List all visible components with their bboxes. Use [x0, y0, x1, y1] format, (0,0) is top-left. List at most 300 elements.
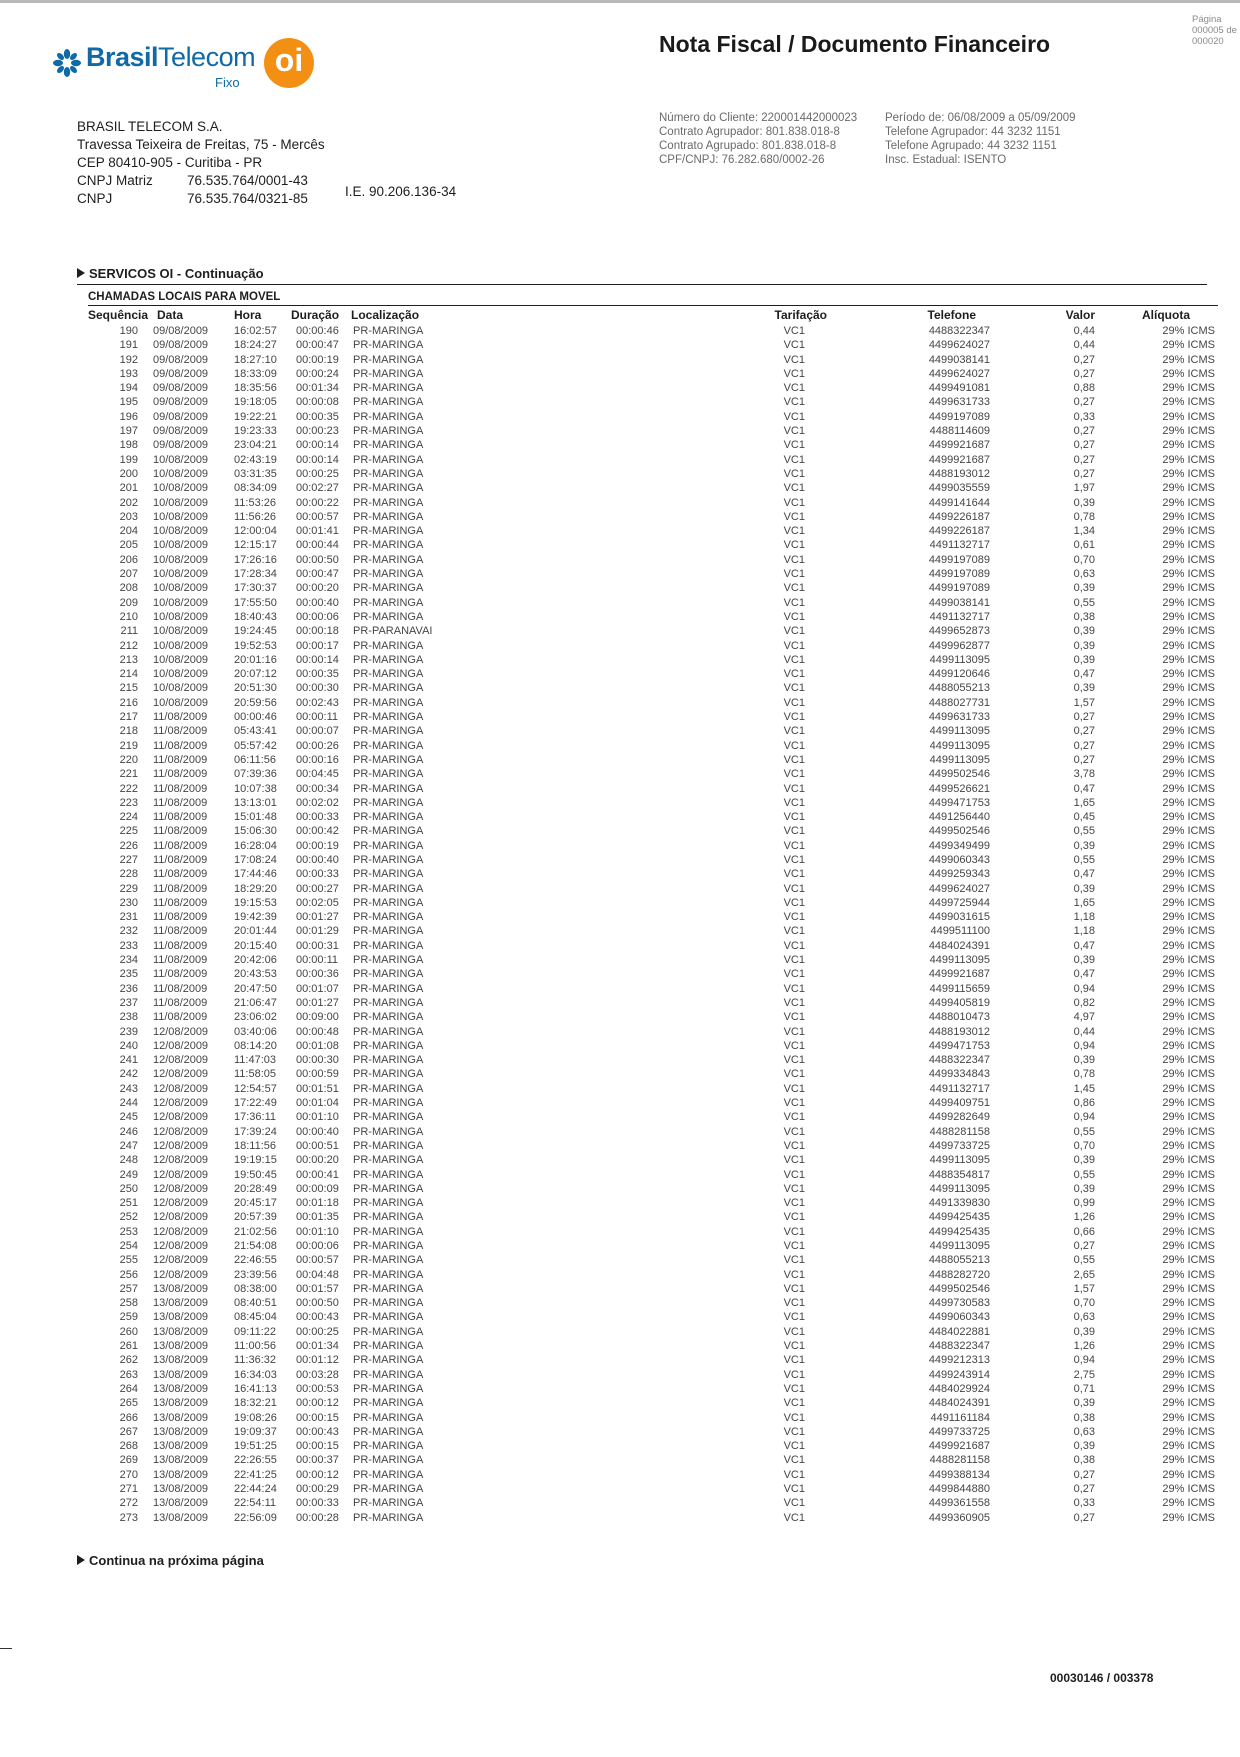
- row-seq: 199: [119, 453, 138, 466]
- row-duration: 00:00:12: [296, 1397, 339, 1410]
- row-tariff: VC1: [783, 425, 805, 438]
- row-aliquota: 29% ICMS: [1162, 996, 1215, 1009]
- row-seq: 257: [119, 1282, 138, 1295]
- row-time: 19:50:45: [234, 1168, 277, 1181]
- row-duration: 00:00:43: [296, 1425, 339, 1438]
- row-date: 12/08/2009: [153, 1197, 209, 1210]
- table-row: [0, 1082, 1240, 1096]
- row-phone: 4499631733: [928, 711, 990, 724]
- row-phone: 4488055213: [928, 1254, 990, 1267]
- row-location: PR-MARINGA: [353, 1068, 424, 1081]
- row-time: 07:39:36: [234, 768, 277, 781]
- row-duration: 00:00:16: [296, 753, 339, 766]
- row-location: PR-MARINGA: [353, 911, 424, 924]
- row-duration: 00:00:51: [296, 1139, 339, 1152]
- row-value: 0,94: [1073, 1039, 1095, 1052]
- table-row: [0, 953, 1240, 967]
- row-value: 1,18: [1073, 911, 1095, 924]
- row-location: PR-MARINGA: [353, 968, 424, 981]
- row-location: PR-MARINGA: [353, 1325, 424, 1338]
- row-value: 1,34: [1073, 525, 1095, 538]
- row-time: 11:36:32: [234, 1354, 277, 1367]
- row-seq: 202: [119, 496, 138, 509]
- row-phone: 4499733725: [928, 1139, 990, 1152]
- row-aliquota: 29% ICMS: [1162, 1097, 1215, 1110]
- row-value: 0,27: [1073, 1483, 1095, 1496]
- row-duration: 00:00:24: [296, 367, 339, 380]
- row-phone: 4499624027: [928, 882, 990, 895]
- scan-top-border: [0, 0, 1240, 3]
- row-tariff: VC1: [783, 1240, 805, 1252]
- row-value: 0,39: [1073, 882, 1095, 895]
- row-duration: 00:01:10: [296, 1111, 339, 1124]
- row-value: 0,39: [1073, 639, 1095, 652]
- row-seq: 270: [119, 1468, 138, 1481]
- row-date: 12/08/2009: [153, 1211, 209, 1224]
- row-value: 0,39: [1073, 496, 1095, 509]
- table-row: [0, 1039, 1240, 1053]
- row-duration: 00:00:20: [296, 1154, 339, 1167]
- row-location: PR-MARINGA: [353, 1168, 424, 1181]
- row-aliquota: 29% ICMS: [1162, 925, 1215, 938]
- row-location: PR-MARINGA: [353, 1268, 424, 1281]
- table-row: [0, 1025, 1240, 1039]
- row-time: 11:47:03: [234, 1054, 277, 1067]
- row-value: 0,78: [1073, 1068, 1095, 1081]
- row-time: 05:57:42: [234, 739, 277, 752]
- row-time: 20:28:49: [234, 1182, 277, 1195]
- row-location: PR-MARINGA: [353, 1454, 424, 1467]
- row-phone: 4488354817: [928, 1168, 990, 1181]
- row-date: 12/08/2009: [153, 1154, 209, 1167]
- row-location: PR-MARINGA: [353, 925, 424, 938]
- row-value: 0,27: [1073, 711, 1095, 724]
- row-date: 13/08/2009: [153, 1325, 209, 1338]
- row-tariff: VC1: [783, 339, 805, 352]
- row-aliquota: 29% ICMS: [1162, 1311, 1215, 1324]
- group-divider: [88, 305, 1218, 306]
- row-duration: 00:01:27: [296, 911, 339, 924]
- table-row: [0, 1168, 1240, 1182]
- row-date: 11/08/2009: [153, 982, 208, 995]
- row-aliquota: 29% ICMS: [1162, 911, 1215, 924]
- table-row: [0, 338, 1240, 352]
- row-date: 13/08/2009: [153, 1483, 209, 1496]
- col-phone: Telefone: [927, 308, 976, 322]
- row-seq: 241: [119, 1054, 138, 1067]
- row-location: PR-MARINGA: [353, 1097, 424, 1110]
- company-ie: I.E. 90.206.136-34: [345, 184, 457, 199]
- row-location: PR-MARINGA: [353, 396, 424, 409]
- row-tariff: VC1: [783, 1225, 805, 1238]
- table-row: [0, 1396, 1240, 1410]
- row-seq: 242: [119, 1068, 138, 1081]
- table-row: [0, 810, 1240, 824]
- table-row: [0, 1010, 1240, 1024]
- row-value: 0,70: [1073, 1297, 1095, 1310]
- row-aliquota: 29% ICMS: [1162, 1082, 1215, 1095]
- row-seq: 264: [119, 1382, 138, 1395]
- row-duration: 00:01:08: [296, 1039, 339, 1052]
- row-aliquota: 29% ICMS: [1162, 653, 1215, 666]
- row-time: 20:59:56: [234, 696, 277, 709]
- table-row: [0, 924, 1240, 938]
- row-seq: 273: [119, 1511, 138, 1524]
- row-aliquota: 29% ICMS: [1162, 982, 1215, 995]
- row-phone: 4499038141: [928, 353, 990, 366]
- row-duration: 00:00:06: [296, 610, 339, 623]
- row-date: 12/08/2009: [153, 1025, 209, 1038]
- row-time: 22:26:55: [234, 1454, 277, 1467]
- table-row: [0, 524, 1240, 538]
- row-location: PR-MARINGA: [353, 982, 424, 995]
- row-date: 13/08/2009: [153, 1354, 209, 1367]
- table-row: [0, 1139, 1240, 1153]
- row-tariff: VC1: [783, 796, 805, 809]
- row-location: PR-MARINGA: [353, 1483, 424, 1496]
- row-location: PR-MARINGA: [353, 1139, 424, 1152]
- col-tariff: Tarifação: [774, 308, 827, 322]
- row-phone: 4499405819: [928, 996, 990, 1009]
- row-tariff: VC1: [783, 1382, 805, 1395]
- row-phone: 4499844880: [928, 1483, 990, 1496]
- row-phone: 4499388134: [928, 1468, 990, 1481]
- row-phone: 4488322347: [928, 1054, 990, 1067]
- row-aliquota: 29% ICMS: [1162, 954, 1215, 967]
- row-aliquota: 29% ICMS: [1162, 1211, 1215, 1224]
- row-date: 11/08/2009: [153, 825, 208, 838]
- contract-agrupador: Contrato Agrupador: 801.838.018-8: [659, 126, 840, 138]
- row-date: 12/08/2009: [153, 1254, 209, 1267]
- row-time: 20:47:50: [234, 982, 277, 995]
- row-value: 0,55: [1073, 825, 1095, 838]
- table-row: [0, 496, 1240, 510]
- row-location: PR-MARINGA: [353, 1054, 424, 1067]
- row-seq: 244: [119, 1097, 138, 1110]
- row-location: PR-MARINGA: [353, 868, 424, 881]
- row-location: PR-MARINGA: [353, 839, 424, 852]
- table-row: [0, 982, 1240, 996]
- row-duration: 00:00:14: [296, 439, 339, 452]
- row-tariff: VC1: [783, 1168, 805, 1181]
- row-time: 23:39:56: [234, 1268, 277, 1281]
- table-row: [0, 1153, 1240, 1167]
- row-aliquota: 29% ICMS: [1162, 610, 1215, 623]
- row-location: PR-MARINGA: [353, 1440, 424, 1453]
- table-row: [0, 1453, 1240, 1467]
- row-duration: 00:01:07: [296, 982, 339, 995]
- document-title: Nota Fiscal / Documento Financeiro: [659, 31, 1051, 57]
- row-phone: 4499115659: [929, 982, 990, 995]
- row-value: 0,82: [1073, 996, 1095, 1009]
- table-row: [0, 581, 1240, 595]
- row-location: PR-PARANAVAI: [353, 625, 433, 638]
- table-row: [0, 1310, 1240, 1324]
- row-seq: 212: [119, 639, 138, 652]
- row-aliquota: 29% ICMS: [1162, 1397, 1215, 1410]
- col-aliquota: Alíquota: [1142, 308, 1190, 322]
- row-date: 12/08/2009: [153, 1182, 209, 1195]
- row-aliquota: 29% ICMS: [1162, 853, 1215, 866]
- row-duration: 00:00:53: [296, 1382, 339, 1395]
- row-seq: 201: [119, 482, 138, 495]
- row-duration: 00:00:17: [296, 639, 339, 652]
- row-seq: 252: [119, 1211, 138, 1224]
- row-date: 09/08/2009: [153, 325, 209, 337]
- row-tariff: VC1: [783, 653, 805, 666]
- row-location: PR-MARINGA: [353, 582, 424, 595]
- row-time: 08:40:51: [234, 1297, 277, 1310]
- calls-table-body: [0, 324, 1240, 1525]
- row-value: 0,63: [1073, 568, 1095, 581]
- row-value: 0,94: [1073, 1111, 1095, 1124]
- row-time: 15:06:30: [234, 825, 277, 838]
- row-duration: 00:00:42: [296, 825, 339, 838]
- row-seq: 268: [119, 1440, 138, 1453]
- row-time: 11:56:26: [234, 510, 277, 523]
- row-tariff: VC1: [783, 968, 805, 981]
- row-location: PR-MARINGA: [353, 954, 424, 967]
- row-location: PR-MARINGA: [353, 1354, 424, 1367]
- row-phone: 4499502546: [928, 825, 990, 838]
- row-aliquota: 29% ICMS: [1162, 1425, 1215, 1438]
- table-row: [0, 1425, 1240, 1439]
- row-value: 1,57: [1073, 696, 1095, 709]
- row-duration: 00:01:04: [296, 1097, 339, 1110]
- row-aliquota: 29% ICMS: [1162, 811, 1215, 824]
- row-seq: 192: [119, 353, 138, 366]
- row-tariff: VC1: [783, 1425, 805, 1438]
- row-tariff: VC1: [783, 1025, 805, 1038]
- table-row: [0, 1468, 1240, 1482]
- row-seq: 232: [119, 925, 138, 938]
- table-row: [0, 1125, 1240, 1139]
- row-tariff: VC1: [783, 1082, 805, 1095]
- row-tariff: VC1: [783, 1254, 805, 1267]
- table-row: [0, 553, 1240, 567]
- row-seq: 266: [119, 1411, 138, 1424]
- row-date: 10/08/2009: [153, 467, 209, 480]
- row-tariff: VC1: [783, 1497, 805, 1510]
- row-aliquota: 29% ICMS: [1162, 739, 1215, 752]
- row-phone: 4499038141: [928, 596, 990, 609]
- row-phone: 4499113095: [929, 1240, 990, 1252]
- row-value: 0,66: [1073, 1225, 1095, 1238]
- row-aliquota: 29% ICMS: [1162, 1025, 1215, 1038]
- row-tariff: VC1: [783, 711, 805, 724]
- row-location: PR-MARINGA: [353, 382, 424, 395]
- row-seq: 229: [119, 882, 138, 895]
- row-date: 12/08/2009: [153, 1240, 209, 1252]
- row-aliquota: 29% ICMS: [1162, 839, 1215, 852]
- row-phone: 4499243914: [928, 1368, 990, 1381]
- row-tariff: VC1: [783, 768, 805, 781]
- row-duration: 00:00:35: [296, 410, 339, 423]
- row-time: 21:02:56: [234, 1225, 277, 1238]
- row-duration: 00:00:57: [296, 510, 339, 523]
- row-value: 0,39: [1073, 1325, 1095, 1338]
- row-location: PR-MARINGA: [353, 482, 424, 495]
- row-seq: 226: [119, 839, 138, 852]
- row-phone: 4499259343: [928, 868, 990, 881]
- table-row: [0, 824, 1240, 838]
- table-row: [0, 1067, 1240, 1081]
- row-seq: 236: [119, 982, 138, 995]
- table-row: [0, 1182, 1240, 1196]
- row-phone: 4499031615: [928, 911, 990, 924]
- row-seq: 214: [119, 668, 138, 681]
- row-value: 0,27: [1073, 396, 1095, 409]
- row-time: 20:45:17: [234, 1197, 277, 1210]
- row-duration: 00:00:59: [296, 1068, 339, 1081]
- row-date: 13/08/2009: [153, 1411, 209, 1424]
- client-cnpj: CPF/CNPJ: 76.282.680/0002-26: [659, 154, 825, 166]
- row-date: 13/08/2009: [153, 1468, 209, 1481]
- row-tariff: VC1: [783, 510, 805, 523]
- row-seq: 193: [119, 367, 138, 380]
- row-tariff: VC1: [783, 853, 805, 866]
- row-duration: 00:04:48: [296, 1268, 339, 1281]
- row-duration: 00:00:41: [296, 1168, 339, 1181]
- row-tariff: VC1: [783, 1354, 805, 1367]
- row-duration: 00:00:43: [296, 1311, 339, 1324]
- section-divider: [77, 284, 1207, 285]
- state-registration: Insc. Estadual: ISENTO: [885, 154, 1007, 166]
- table-row: [0, 424, 1240, 438]
- row-date: 10/08/2009: [153, 668, 209, 681]
- row-date: 10/08/2009: [153, 453, 209, 466]
- row-date: 13/08/2009: [153, 1454, 209, 1467]
- row-tariff: VC1: [783, 1297, 805, 1310]
- row-seq: 225: [119, 825, 138, 838]
- row-phone: 4499197089: [928, 568, 990, 581]
- col-location: Localização: [351, 308, 420, 322]
- row-duration: 00:03:28: [296, 1368, 339, 1381]
- row-duration: 00:00:14: [296, 453, 339, 466]
- row-seq: 219: [119, 739, 138, 752]
- row-seq: 196: [119, 410, 138, 423]
- row-tariff: VC1: [783, 1154, 805, 1167]
- row-time: 19:52:53: [234, 639, 277, 652]
- row-tariff: VC1: [783, 682, 805, 695]
- row-phone: 4488114609: [929, 425, 990, 438]
- row-phone: 4488193012: [928, 467, 990, 480]
- row-aliquota: 29% ICMS: [1162, 939, 1215, 952]
- row-phone: 4499511100: [930, 925, 990, 938]
- table-row: [0, 1096, 1240, 1110]
- row-tariff: VC1: [783, 325, 805, 337]
- row-time: 20:57:39: [234, 1211, 277, 1224]
- row-tariff: VC1: [783, 1211, 805, 1224]
- row-time: 03:40:06: [234, 1025, 277, 1038]
- row-date: 11/08/2009: [153, 896, 208, 909]
- row-time: 19:15:53: [234, 896, 277, 909]
- row-aliquota: 29% ICMS: [1162, 782, 1215, 795]
- row-value: 0,27: [1073, 439, 1095, 452]
- row-duration: 00:00:33: [296, 868, 339, 881]
- row-seq: 256: [119, 1268, 138, 1281]
- row-location: PR-MARINGA: [353, 1511, 424, 1524]
- row-duration: 00:00:33: [296, 1497, 339, 1510]
- row-seq: 234: [119, 954, 138, 967]
- row-tariff: VC1: [783, 739, 805, 752]
- row-value: 0,39: [1073, 625, 1095, 638]
- row-date: 13/08/2009: [153, 1382, 209, 1395]
- row-value: 0,27: [1073, 1240, 1095, 1252]
- row-seq: 235: [119, 968, 138, 981]
- row-location: PR-MARINGA: [353, 1154, 424, 1167]
- row-value: 2,65: [1073, 1268, 1095, 1281]
- row-aliquota: 29% ICMS: [1162, 1182, 1215, 1195]
- row-tariff: VC1: [783, 1111, 805, 1124]
- row-seq: 261: [119, 1340, 138, 1353]
- row-time: 16:41:13: [234, 1382, 277, 1395]
- row-date: 09/08/2009: [153, 425, 209, 438]
- table-row: [0, 1496, 1240, 1510]
- table-row: [0, 639, 1240, 653]
- row-aliquota: 29% ICMS: [1162, 425, 1215, 438]
- row-location: PR-MARINGA: [353, 1311, 424, 1324]
- row-phone: 4499035559: [928, 482, 990, 495]
- row-duration: 00:00:29: [296, 1483, 339, 1496]
- table-row: [0, 882, 1240, 896]
- row-aliquota: 29% ICMS: [1162, 1411, 1215, 1424]
- row-seq: 200: [119, 467, 138, 480]
- row-time: 13:13:01: [234, 796, 277, 809]
- row-value: 0,33: [1073, 1497, 1095, 1510]
- row-value: 0,71: [1073, 1382, 1095, 1395]
- row-aliquota: 29% ICMS: [1162, 753, 1215, 766]
- row-date: 13/08/2009: [153, 1440, 209, 1453]
- row-time: 16:34:03: [234, 1368, 277, 1381]
- row-aliquota: 29% ICMS: [1162, 1368, 1215, 1381]
- row-date: 13/08/2009: [153, 1282, 209, 1295]
- row-date: 11/08/2009: [153, 796, 208, 809]
- row-aliquota: 29% ICMS: [1162, 696, 1215, 709]
- row-value: 1,57: [1073, 1282, 1095, 1295]
- row-location: PR-MARINGA: [353, 682, 424, 695]
- row-aliquota: 29% ICMS: [1162, 711, 1215, 724]
- row-seq: 209: [119, 596, 138, 609]
- table-row: [0, 410, 1240, 424]
- row-aliquota: 29% ICMS: [1162, 553, 1215, 566]
- brand-sub: Fixo: [215, 75, 240, 90]
- row-duration: 00:09:00: [296, 1011, 339, 1024]
- row-seq: 233: [119, 939, 138, 952]
- row-date: 12/08/2009: [153, 1111, 209, 1124]
- row-location: PR-MARINGA: [353, 525, 424, 538]
- row-time: 19:24:45: [234, 625, 277, 638]
- row-time: 18:35:56: [234, 382, 277, 395]
- row-value: 0,27: [1073, 1511, 1095, 1524]
- row-duration: 00:00:07: [296, 725, 339, 738]
- row-value: 0,44: [1073, 339, 1095, 352]
- table-row: [0, 967, 1240, 981]
- row-duration: 00:00:40: [296, 853, 339, 866]
- company-cnpj: CNPJ 76.535.764/0321-85: [77, 191, 308, 206]
- company-cep: CEP 80410-905 - Curitiba - PR: [77, 155, 263, 170]
- row-phone: 4499471753: [928, 796, 990, 809]
- row-location: PR-MARINGA: [353, 1039, 424, 1052]
- row-location: PR-MARINGA: [353, 496, 424, 509]
- row-location: PR-MARINGA: [353, 796, 424, 809]
- row-phone: 4499060343: [928, 853, 990, 866]
- row-aliquota: 29% ICMS: [1162, 539, 1215, 552]
- row-value: 0,55: [1073, 853, 1095, 866]
- row-value: 0,99: [1073, 1197, 1095, 1210]
- row-value: 2,75: [1073, 1368, 1095, 1381]
- row-tariff: VC1: [783, 553, 805, 566]
